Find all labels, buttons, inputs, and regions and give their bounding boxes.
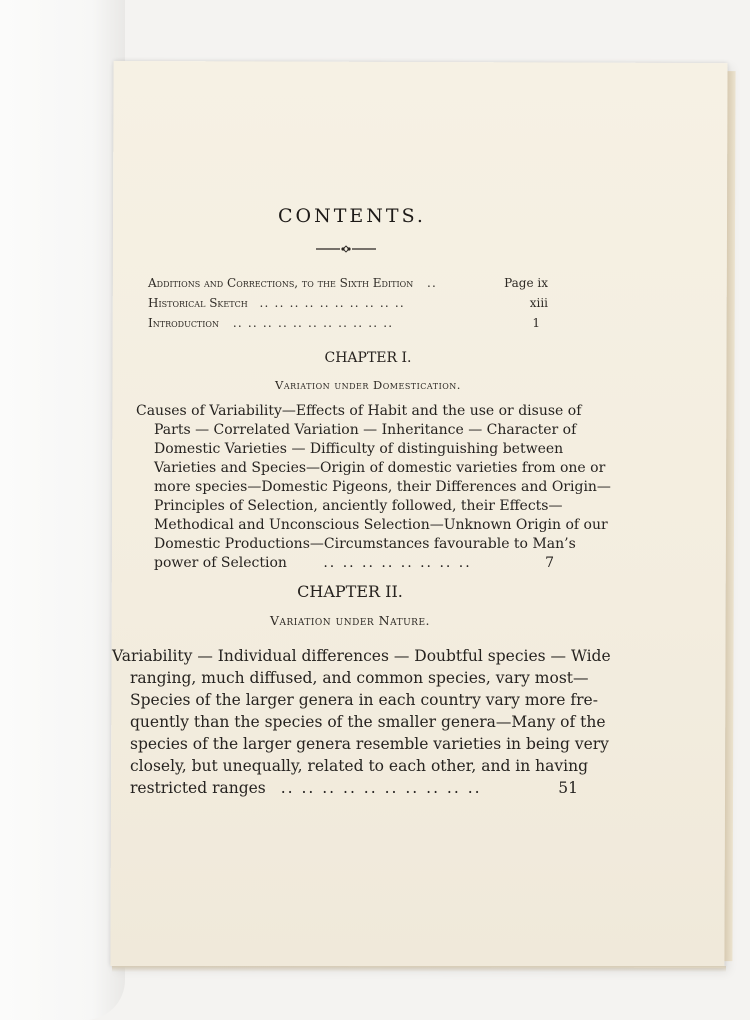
summary-line: Varieties and Species—Origin of domestic varieties from one or <box>154 460 606 476</box>
toc-page: 51 <box>558 779 578 797</box>
toc-page: 7 <box>545 555 554 571</box>
summary-line: ranging, much diffused, and common species, vary most— <box>130 669 589 687</box>
toc-page: Page ix <box>504 276 548 290</box>
summary-line: Domestic Varieties — Difficulty of distinguishing between <box>154 441 564 457</box>
summary-line: Principles of Selection, anciently followed, their Effects— <box>154 498 563 514</box>
toc-leader: .. .. .. .. .. .. .. .. .. .. .. <box>232 316 394 330</box>
chapter-summary <box>136 402 611 573</box>
toc-row-introduction <box>148 316 548 330</box>
toc-row-historical-sketch <box>148 296 548 310</box>
summary-line: species of the larger genera resemble varieties in being very <box>130 735 609 753</box>
summary-line: more species—Domestic Pigeons, their Differences and Origin— <box>154 479 611 495</box>
chapter-summary <box>112 645 611 799</box>
summary-line: quently than the species of the smaller genera—Many of the <box>130 713 606 731</box>
summary-line: power of Selection <box>154 555 287 571</box>
summary-line: closely, but unequally, related to each other, and in having <box>130 757 588 775</box>
summary-last-line <box>112 777 578 799</box>
toc-leader: .. .. .. .. .. .. .. .. .. .. <box>280 779 482 797</box>
summary-line: Variability — Individual differences — Doubtful species — Wide <box>112 647 611 665</box>
summary-line: Species of the larger genera in each country vary more fre- <box>130 691 598 709</box>
page-shadow <box>112 966 726 972</box>
toc-row-additions <box>148 276 548 290</box>
previous-page-edge <box>0 0 125 1020</box>
page-title: CONTENTS. <box>278 205 426 227</box>
summary-line: Methodical and Unconscious Selection—Unknown Origin of our <box>154 517 608 533</box>
ornament-rule-icon <box>316 245 376 253</box>
summary-line: Parts — Correlated Variation — Inheritance — Character of <box>154 422 577 438</box>
toc-label: Introduction <box>148 316 219 330</box>
toc-label: Historical Sketch <box>148 296 248 310</box>
summary-line: Causes of Variability—Effects of Habit and the use or disuse of <box>136 403 582 419</box>
chapter-heading: CHAPTER II. <box>297 582 403 601</box>
toc-leader: .. <box>427 276 438 290</box>
chapter-heading: CHAPTER I. <box>324 350 412 366</box>
toc-page: 1 <box>532 316 540 330</box>
chapter-subject: Variation under Nature. <box>270 613 430 628</box>
summary-line: Domestic Productions—Circumstances favourable to Man’s <box>154 536 576 552</box>
summary-last-line <box>136 554 558 573</box>
summary-line: restricted ranges <box>130 779 266 797</box>
toc-leader: .. .. .. .. .. .. .. .. <box>323 555 472 571</box>
chapter-subject: Variation under Domestication. <box>275 378 461 392</box>
toc-label: Additions and Corrections, to the Sixth Edition <box>148 276 414 290</box>
page-edge <box>724 71 735 961</box>
toc-page: xiii <box>529 296 548 310</box>
toc-leader: .. .. .. .. .. .. .. .. .. .. <box>259 296 405 310</box>
